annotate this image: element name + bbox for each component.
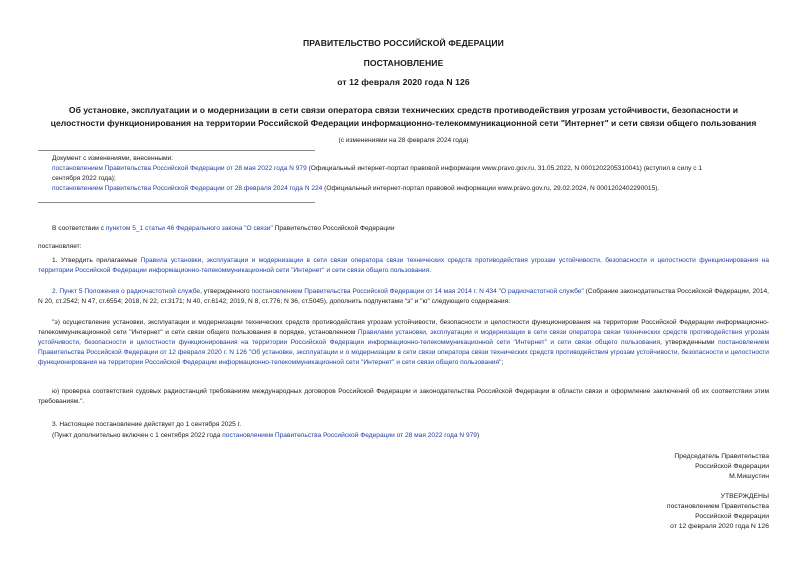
paragraph-3: 3. Настоящее постановление действует до 1 сентября 2025 г.: [52, 421, 242, 428]
basis-paragraph: [52, 224, 783, 234]
paragraph-1: [38, 256, 769, 276]
p3-note-link[interactable]: постановлением Правительства Российской Федерации от 28 мая 2022 года N 979: [222, 432, 477, 439]
p2-text-a: , утвержденного: [200, 288, 252, 295]
signature-block: [674, 452, 769, 482]
changes-item-1-cont: сентября 2022 года);: [52, 175, 116, 182]
basis-prefix: В соответствии с: [52, 225, 106, 232]
p2-link[interactable]: 2. Пункт 5 Положения о радиочастотной службе: [52, 288, 201, 295]
p2-link-2[interactable]: постановлением Правительства Российской Федерации от 14 мая 2014 г. N 434 "О радиочастотной службе": [251, 288, 584, 295]
decrees-word: постановляет:: [38, 243, 82, 250]
changes-item-1-text: (Официальный интернет-портал правовой информации www.pravo.gov.ru, 31.05.2022, N 0001202205310041) (вступил в силу с 1: [306, 165, 703, 172]
p1-suffix: .: [429, 267, 432, 274]
divider-bottom: [38, 202, 315, 203]
doc-type-heading: ПОСТАНОВЛЕНИЕ: [363, 58, 444, 68]
doc-title: [20, 104, 787, 130]
basis-link[interactable]: пунктом 5_1 статьи 46 Федерального закона "О связи": [105, 225, 273, 232]
signature-line-2: Российской Федерации: [695, 463, 769, 470]
p3-note-prefix: (Пункт дополнительно включен с 1 сентября 2022 года: [52, 432, 223, 439]
p2-text-b: (Собрание законодательства Российской Федерации, 2014, N 20, ст.2542; N 47, ст.6554; 2018, N 22, ст.3171; N 40, ст.6142; 2019, N 8, ст.776; N 36, ст.5045), дополнить подпунктами "э" и "ю" следующего содержания:: [38, 288, 770, 305]
doc-title-line-1: Об установке, эксплуатации и о модернизации в сети связи оператора связи технических средств противодействия угрозам устойчивости, безопасности и: [68, 105, 739, 115]
paragraph-3-note: [52, 431, 783, 441]
divider-top: [38, 150, 315, 151]
pe-text-a: "э) осуществление установки, эксплуатации и модернизации технических средств противодействия угрозам устойчивости, безопасности и целостности функционирования на территории Российской Федерации информационно-телекоммуникационной сети "Интернет" и сети связи общего пользования в порядке, установленном: [38, 319, 769, 336]
approved-line-1: УТВЕРЖДЕНЫ: [720, 493, 769, 500]
signature-line-1: Председатель Правительства: [674, 453, 769, 460]
pe-link-2[interactable]: постановлением Правительства Российской Федерации от 12 февраля 2020 г. N 126 "Об установке, эксплуатации и о модернизации в сети связи оператора связи технических средств противодействия угрозам устойчивости, безопасности и целостности функционирования на территории Российской Федерации информационно-телекоммуникационной сети "Интернет" и сети связи общего пользования": [38, 339, 769, 366]
doc-title-line-2: целостности функционирования на территории Российской Федерации информационно-телекоммуникационной сети "Интернет" и сети связи общего пользования: [50, 118, 757, 128]
changes-item-1-link[interactable]: постановлением Правительства Российской Федерации от 28 мая 2022 года N 979: [52, 165, 307, 172]
changes-item-2: [52, 184, 770, 194]
changes-item-2-text: (Официальный интернет-портал правовой информации www.pravo.gov.ru, 29.02.2024, N 0001202402290015).: [322, 185, 660, 192]
paragraph-2: [38, 287, 769, 307]
p3-note-suffix: ): [476, 432, 480, 439]
government-heading: ПРАВИТЕЛЬСТВО РОССИЙСКОЙ ФЕДЕРАЦИИ: [303, 38, 504, 48]
p1-prefix: 1. Утвердить прилагаемые: [52, 257, 141, 264]
approved-line-3: Российской Федерации: [695, 513, 769, 520]
pe-text-c: ;: [501, 359, 504, 366]
approved-line-2: постановлением Правительства: [666, 503, 769, 510]
changes-item-1: [52, 164, 770, 174]
approved-line-4: от 12 февраля 2020 года N 126: [670, 523, 769, 530]
p1-link[interactable]: Правила установки, эксплуатации и модернизации в сети связи оператора связи технических средств противодействия угрозам устойчивости, безопасности и целостности функционирования на территории Российской Федерации информационно-телекоммуникационной сети "Интернет" и сети связи общего пользования: [38, 257, 769, 274]
subparagraph-e: [38, 318, 769, 368]
doc-date-number: от 12 февраля 2020 года N 126: [337, 77, 470, 87]
changes-item-2-link[interactable]: постановлением Правительства Российской Федерации от 28 февраля 2024 года N 224: [52, 185, 323, 192]
basis-suffix: Правительство Российской Федерации: [272, 225, 395, 232]
signature-line-3: М.Мишустин: [729, 473, 769, 480]
pe-text-b: , утвержденными: [660, 339, 719, 346]
approved-block: [667, 492, 769, 532]
pe-link[interactable]: Правилами установки, эксплуатации и модернизации в сети связи оператора связи технических средств противодействия угрозам устойчивости, безопасности и целостности функционирования на территории Российской Федерации информационно-телекоммуникационной сети "Интернет" и сети связи общего пользования: [38, 329, 769, 346]
subparagraph-yu: ю) проверка соответствия судовых радиостанций требованиям международных договоров Российской Федерации и законодательства Российской Федерации в области связи и оформление заключений об их соответствии этим требованиям.".: [38, 388, 769, 405]
changes-block: [52, 154, 770, 194]
changes-intro: Документ с изменениями, внесенными:: [52, 155, 174, 162]
revision-note: (с изменениями на 28 февраля 2024 года): [338, 137, 469, 144]
